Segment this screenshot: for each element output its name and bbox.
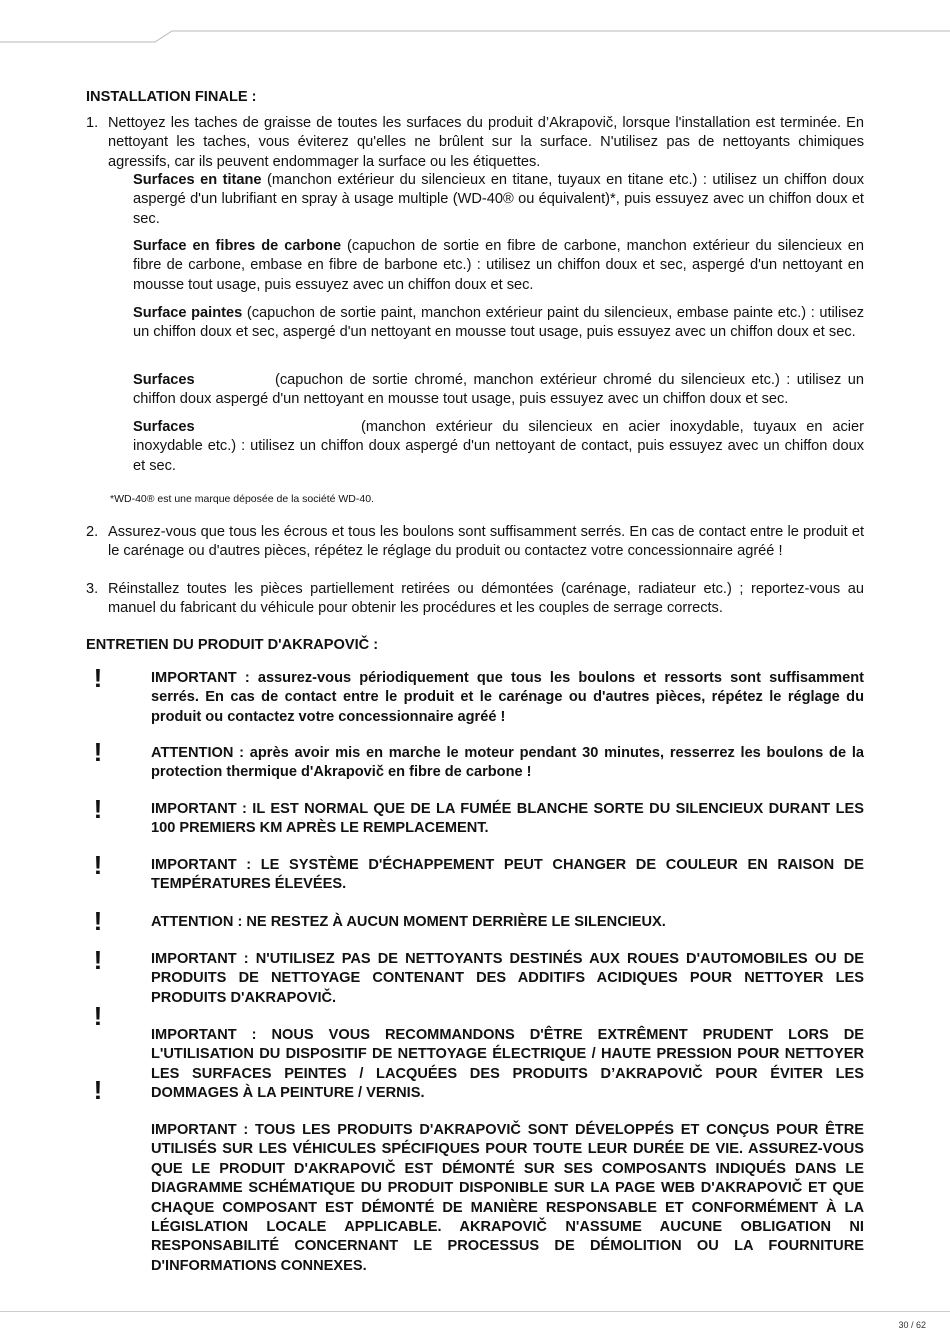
exclamation-icon: !: [93, 737, 103, 767]
warning-cleaners: IMPORTANT : N'UTILISEZ PAS DE NETTOYANTS DESTINÉS AUX ROUES D'AUTOMOBILES OU DE PRODUITS DE NETTOYAGE CONTENANT DES ADDITIFS ACIDIQUES POUR NETTOYER LES PRODUITS D'AKRAPOVIČ.: [151, 951, 864, 1006]
carbon-text: (capuchon de sortie en fibre de carbone, manchon extérieur du silencieux en fibre de carbone, embase en fibre de barbone etc.) : utilisez un chiffon doux et sec, aspergé d'un nettoyant en mousse tout usage, puis essuyez avec un chiffon doux et sec.: [133, 238, 864, 293]
carbon-label: Surface en fibres de carbone: [133, 238, 342, 254]
installation-heading: INSTALLATION FINALE :: [86, 89, 257, 105]
exclamation-icon: !: [93, 906, 103, 936]
chrome-surfaces-paragraph: [133, 371, 864, 410]
steel-surfaces-paragraph: [133, 418, 864, 476]
steel-text: (manchon extérieur du silencieux en acier inoxydable, tuyaux en acier inoxydable etc.) : utilisez un chiffon doux aspergé d'un nettoyant de contact, puis essuyez avec un chiffon doux et sec.: [133, 419, 864, 474]
list-number-1: 1.: [86, 115, 99, 131]
carbon-surfaces-paragraph: [133, 237, 864, 295]
titanium-text: (manchon extérieur du silencieux en titane, tuyaux en titane etc.) : utilisez un chiffon doux aspergé d'un lubrifiant en spray à usage multiple (WD-40® ou équivalent)*, puis essuyez avec un chiffon doux et sec.: [133, 172, 864, 227]
warning-stand-behind: ATTENTION : NE RESTEZ À AUCUN MOMENT DERRIÈRE LE SILENCIEUX.: [151, 914, 666, 930]
wd40-footnote: *WD-40® est une marque déposée de la société WD-40.: [110, 493, 374, 505]
painted-text: (capuchon de sortie paint, manchon extérieur paint du silencieux, embase painte etc.) : utilisez un chiffon doux et sec, aspergé d'un nettoyant en mousse tout usage, puis essuyez avec un chiffon doux et sec.: [133, 305, 864, 341]
footer-rule: [0, 1311, 950, 1312]
warning-bolts-springs: IMPORTANT : assurez-vous périodiquement que tous les boulons et ressorts sont suffisamment serrés. En cas de contact entre le produit et le carénage ou d'autres pièces, répétez le réglage du produit ou contactez votre concessionnaire agréé !: [151, 670, 864, 725]
exclamation-icon: !: [93, 945, 103, 975]
list-item-2-text: Assurez-vous que tous les écrous et tous les boulons sont suffisamment serrés. En cas de contact entre le produit et le carénage ou d'autres pièces, répétez le réglage du produit ou contactez votre concessionnaire agréé !: [108, 524, 864, 560]
chrome-text: (capuchon de sortie chromé, manchon extérieur chromé du silencieux etc.) : utilisez un chiffon doux aspergé d'un nettoyant en mousse tout usage, puis essuyez avec un chiffon doux et sec.: [133, 372, 864, 408]
exclamation-icon: !: [93, 1075, 103, 1105]
list-item-3-text: Réinstallez toutes les pièces partiellement retirées ou démontées (carénage, radiateur etc.) ; reportez-vous au manuel du fabricant du véhicule pour obtenir les procédures et les couples de serrage corrects.: [108, 581, 864, 617]
painted-surfaces-paragraph: [133, 304, 864, 343]
exclamation-icon: !: [93, 850, 103, 880]
exclamation-icon: !: [93, 663, 103, 693]
list-number-2: 2.: [86, 524, 99, 540]
list-item-1-text: Nettoyez les taches de graisse de toutes les surfaces du produit d’Akrapovič, lorsque l'installation est terminée. En nettoyant les taches, vous éviterez qu'elles ne brûlent sur la surface. N'utilisez pas de nettoyants chimiques agressifs, car ils peuvent endommager la surface ou les étiquettes.: [108, 115, 864, 170]
steel-label: Surfaces: [133, 419, 195, 435]
exclamation-icon: !: [93, 1001, 103, 1031]
titanium-surfaces-paragraph: [133, 171, 864, 229]
chrome-label: Surfaces: [133, 372, 195, 388]
list-number-3: 3.: [86, 581, 99, 597]
warning-heat-shield: ATTENTION : après avoir mis en marche le moteur pendant 30 minutes, resserrez les boulons de la protection thermique d'Akrapovič en fibre de carbone !: [151, 745, 864, 781]
warning-disposal: IMPORTANT : TOUS LES PRODUITS D'AKRAPOVIČ SONT DÉVELOPPÉS ET CONÇUS POUR ÊTRE UTILISÉS SUR LES VÉHICULES SPÉCIFIQUES POUR TOUTE LEUR DURÉE DE VIE. ASSUREZ-VOUS QUE LE PRODUIT D'AKRAPOVIČ EST DÉMONTÉ SUR SES COMPOSANTS INDIQUÉS DANS LE DIAGRAMME SCHÉMATIQUE DU PRODUIT DISPONIBLE SUR LA PAGE WEB D'AKRAPOVIČ ET QUE CHAQUE COMPOSANT EST DÉMONTÉ DE MANIÈRE RESPONSABLE ET CONFORMÉMENT À LA LÉGISLATION LOCALE APPLICABLE. AKRAPOVIČ N'ASSUME AUCUNE OBLIGATION NI RESPONSABILITÉ CONCERNANT LE PROCESSUS DE DÉMOLITION OU LA FOURNITURE D'INFORMATIONS CONNEXES.: [151, 1122, 864, 1274]
maintenance-heading: ENTRETIEN DU PRODUIT D'AKRAPOVIČ :: [86, 637, 379, 653]
header-rule: [0, 0, 950, 50]
warning-white-smoke: IMPORTANT : IL EST NORMAL QUE DE LA FUMÉE BLANCHE SORTE DU SILENCIEUX DURANT LES 100 PREMIERS KM APRÈS LE REMPLACEMENT.: [151, 801, 864, 837]
warning-pressure-washer: IMPORTANT : NOUS VOUS RECOMMANDONS D'ÊTRE EXTRÊMENT PRUDENT LORS DE L'UTILISATION DU DISPOSITIF DE NETTOYAGE ÉLECTRIQUE / HAUTE PRESSION POUR NETTOYER LES SURFACES PEINTES / LACQUÉES DES PRODUITS D’AKRAPOVIČ POUR ÉVITER LES DOMMAGES À LA PEINTURE / VERNIS.: [151, 1027, 864, 1102]
painted-label: Surface paintes: [133, 305, 243, 321]
titanium-label: Surfaces en titane: [133, 172, 262, 188]
warning-color-change: IMPORTANT : LE SYSTÈME D'ÉCHAPPEMENT PEUT CHANGER DE COULEUR EN RAISON DE TEMPÉRATURES ÉLEVÉES.: [151, 857, 864, 893]
page-number: 30 / 62: [898, 1320, 926, 1330]
exclamation-icon: !: [93, 794, 103, 824]
